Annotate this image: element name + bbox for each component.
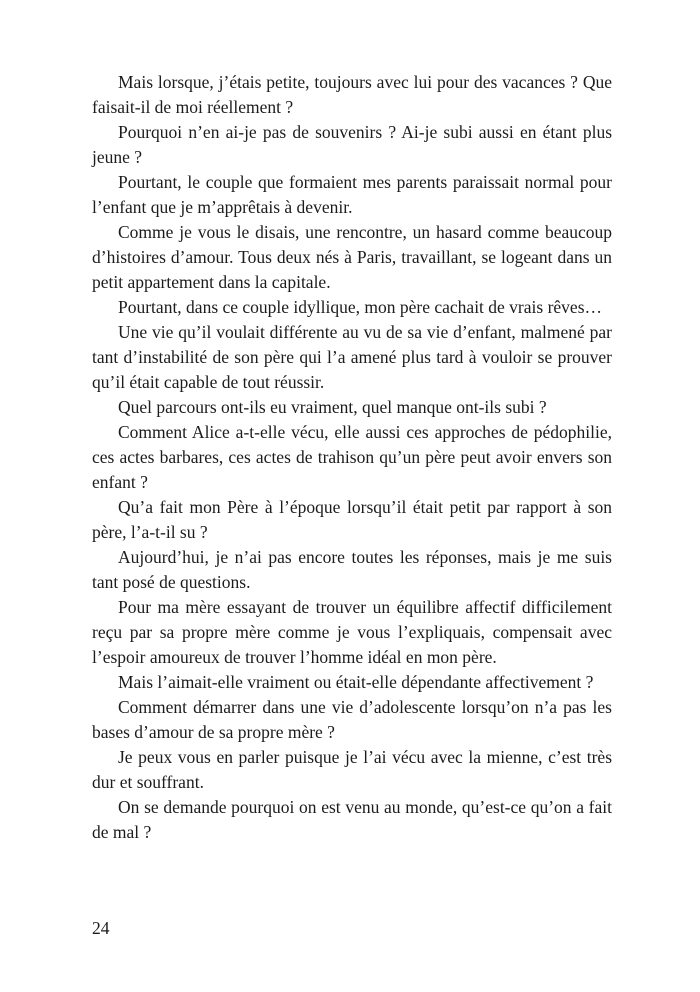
page-number: 24 — [92, 918, 110, 938]
body-text — [92, 70, 612, 845]
paragraph: Pour ma mère essayant de trouver un équilibre affectif difficilement reçu par sa propre mère comme je vous l’expliquais, compensait avec l’espoir amoureux de trouver l’homme idéal en mon père. — [92, 597, 612, 667]
paragraph: Pourtant, dans ce couple idyllique, mon père cachait de vrais rêves… — [118, 297, 603, 317]
paragraph: Quel parcours ont-ils eu vraiment, quel manque ont-ils subi ? — [118, 397, 547, 417]
paragraph: Mais l’aimait-elle vraiment ou était-elle dépendante affectivement ? — [118, 672, 594, 692]
paragraph: Mais lorsque, j’étais petite, toujours avec lui pour des vacances ? Que faisait-il de moi réellement ? — [92, 72, 612, 117]
paragraph: On se demande pourquoi on est venu au monde, qu’est-ce qu’on a fait de mal ? — [92, 797, 612, 842]
paragraph: Pourquoi n’en ai-je pas de souvenirs ? Ai-je subi aussi en étant plus jeune ? — [92, 122, 612, 167]
paragraph: Aujourd’hui, je n’ai pas encore toutes les réponses, mais je me suis tant posé de questions. — [92, 547, 612, 592]
paragraph: Comment démarrer dans une vie d’adolescente lorsqu’on n’a pas les bases d’amour de sa propre mère ? — [92, 697, 612, 742]
paragraph: Qu’a fait mon Père à l’époque lorsqu’il était petit par rapport à son père, l’a-t-il su ? — [92, 497, 612, 542]
paragraph: Comme je vous le disais, une rencontre, un hasard comme beaucoup d’histoires d’amour. Tous deux nés à Paris, travaillant, se logeant dans un petit appartement dans la capitale. — [92, 222, 612, 292]
paragraph: Comment Alice a-t-elle vécu, elle aussi ces approches de pédophilie, ces actes barbares, ces actes de trahison qu’un père peut avoir envers son enfant ? — [92, 422, 612, 492]
paragraph: Pourtant, le couple que formaient mes parents paraissait normal pour l’enfant que je m’apprêtais à devenir. — [92, 172, 612, 217]
paragraph: Je peux vous en parler puisque je l’ai vécu avec la mienne, c’est très dur et souffrant. — [92, 747, 612, 792]
paragraph: Une vie qu’il voulait différente au vu de sa vie d’enfant, malmené par tant d’instabilité de son père qui l’a amené plus tard à vouloir se prouver qu’il était capable de tout réussir. — [92, 322, 612, 392]
